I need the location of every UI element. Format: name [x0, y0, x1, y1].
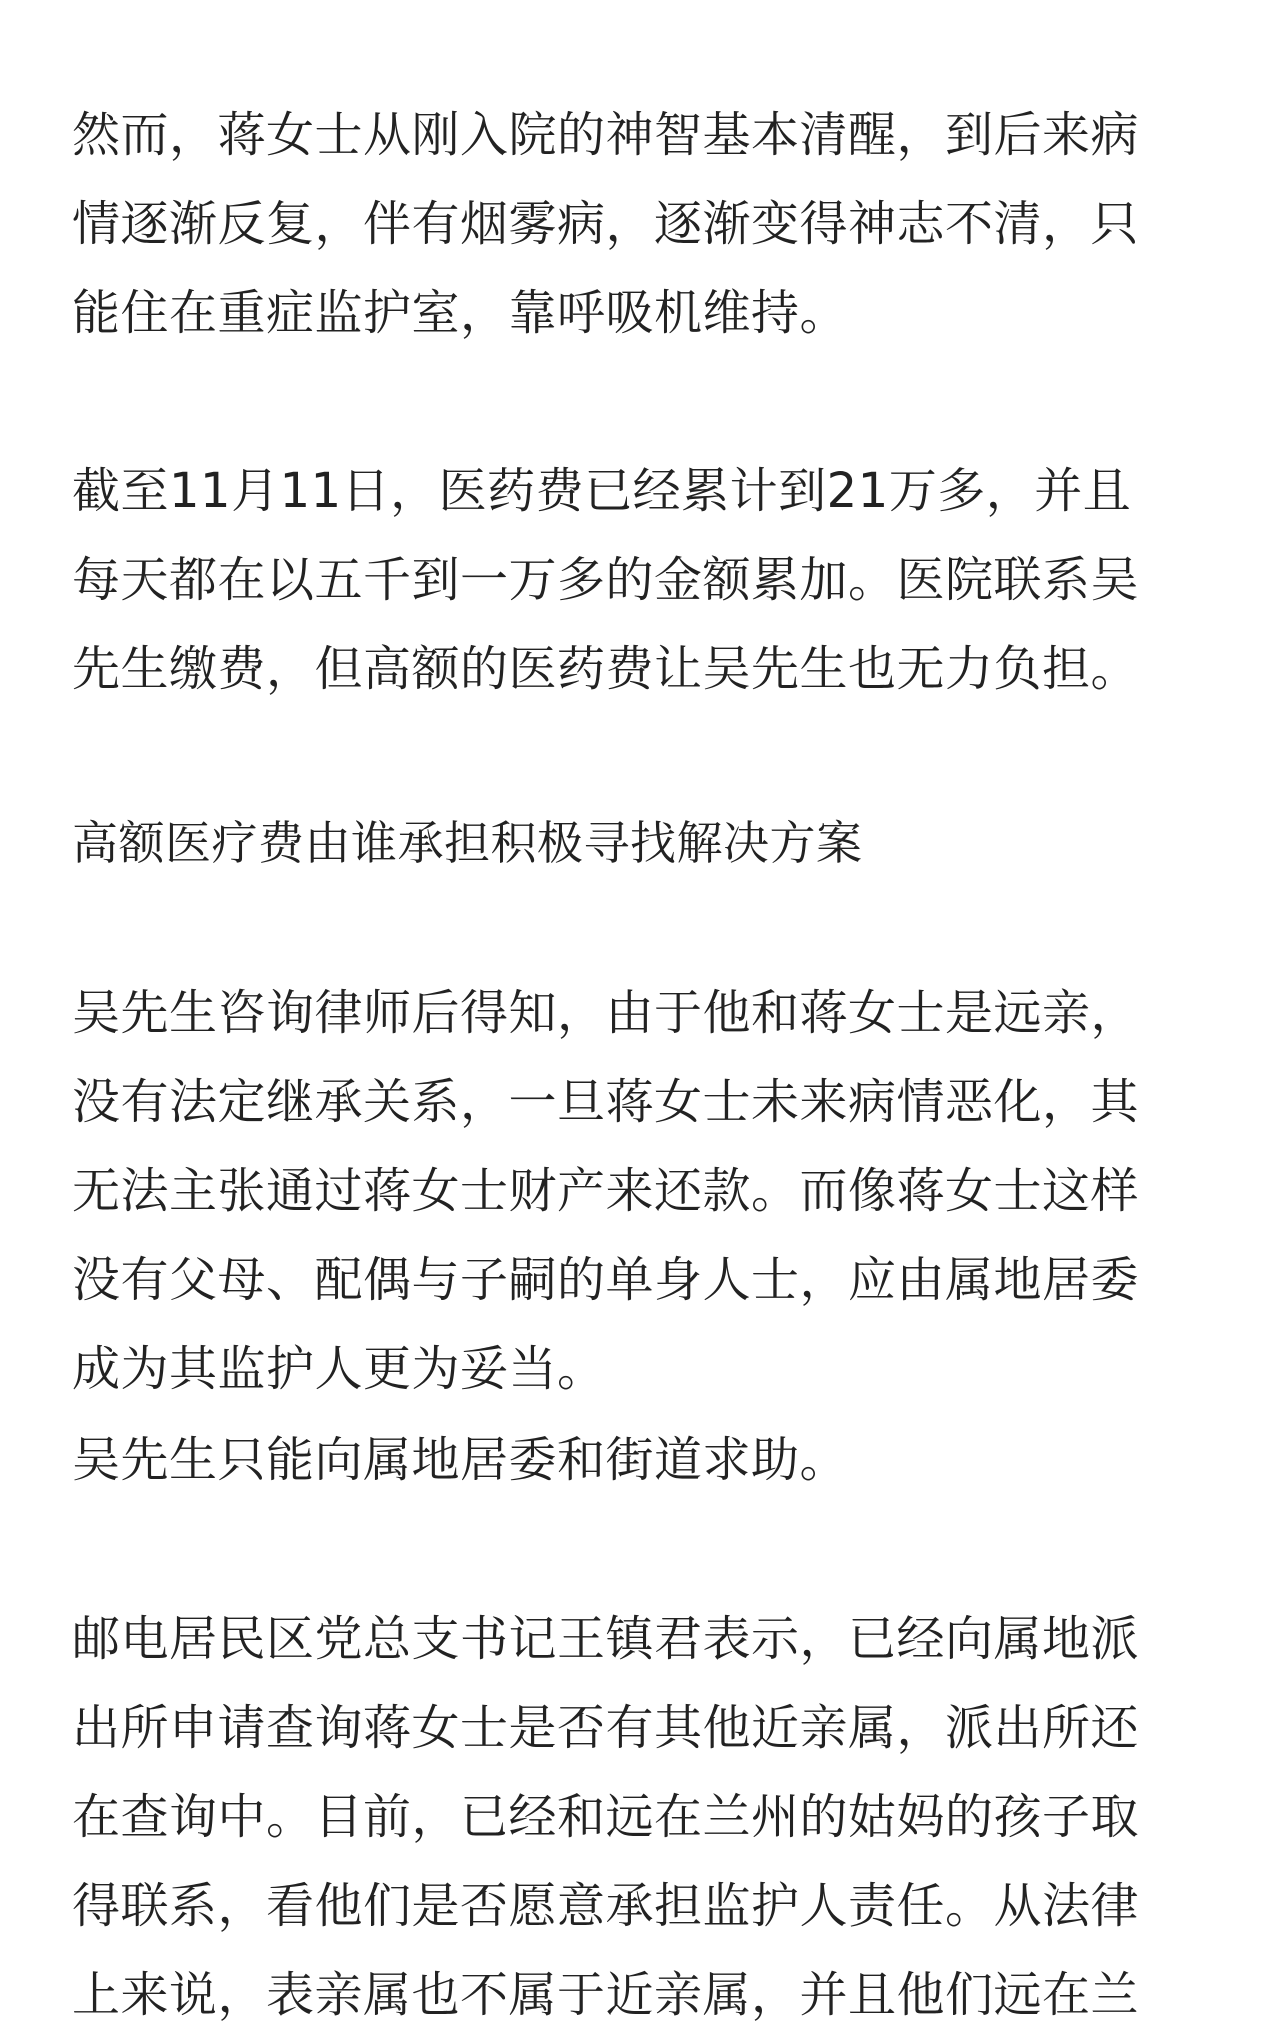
text-line: 在查询中。目前，已经和远在兰州的姑妈的孩子取	[72, 1789, 1140, 1845]
heading-text: 高额医疗费由谁承担积极寻找解决方案	[72, 816, 863, 870]
text-line: 然而，蒋女士从刚入院的神智基本清醒，到后来病	[72, 107, 1140, 163]
text-line: 出所申请查询蒋女士是否有其他近亲属，派出所还	[72, 1700, 1140, 1756]
text-line: 先生缴费，但高额的医药费让吴先生也无力负担。	[72, 641, 1140, 697]
text-line: 情逐渐反复，伴有烟雾病，逐渐变得神志不清，只	[72, 196, 1140, 252]
text-line: 每天都在以五千到一万多的金额累加。医院联系吴	[72, 552, 1140, 608]
text-line: 得联系，看他们是否愿意承担监护人责任。从法律	[72, 1878, 1140, 1934]
text-line: 吴先生只能向属地居委和街道求助。	[72, 1432, 849, 1488]
text-line: 能住在重症监护室，靠呼吸机维持。	[72, 285, 849, 341]
section-heading	[72, 799, 863, 888]
paragraph-community-response	[72, 1595, 1139, 2040]
text-line: 吴先生咨询律师后得知，由于他和蒋女士是远亲，	[72, 985, 1140, 1041]
paragraph-legal-advice	[72, 969, 1139, 1414]
paragraph-seek-help	[72, 1416, 848, 1505]
text-line: 无法主张通过蒋女士财产来还款。而像蒋女士这样	[72, 1163, 1140, 1219]
paragraph-medical-fees	[72, 447, 1139, 714]
text-line: 邮电居民区党总支书记王镇君表示，已经向属地派	[72, 1611, 1140, 1667]
text-line: 成为其监护人更为妥当。	[72, 1341, 606, 1397]
text-line: 上来说，表亲属也不属于近亲属，并且他们远在兰	[72, 1967, 1140, 2023]
paragraph-condition	[72, 91, 1139, 358]
text-line: 截至11月11日，医药费已经累计到21万多，并且	[72, 463, 1132, 519]
text-line: 没有父母、配偶与子嗣的单身人士，应由属地居委	[72, 1252, 1140, 1308]
text-line: 没有法定继承关系，一旦蒋女士未来病情恶化，其	[72, 1074, 1140, 1130]
